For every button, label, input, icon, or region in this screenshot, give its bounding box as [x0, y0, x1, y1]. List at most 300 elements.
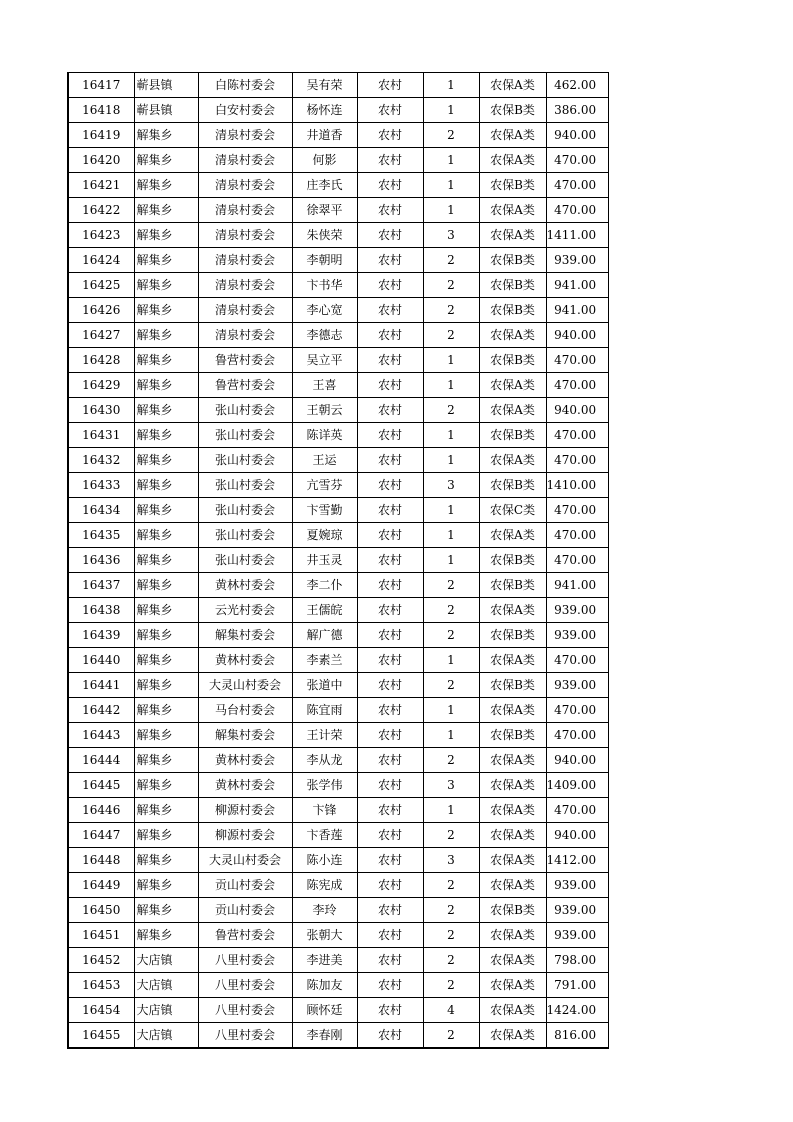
person-name-cell: 陈小连	[292, 848, 357, 873]
record-id-cell: 16429	[68, 373, 134, 398]
person-name-cell: 陈宪成	[292, 873, 357, 898]
person-name-cell: 井玉灵	[292, 548, 357, 573]
insurance-category-cell: 农保A类	[479, 523, 546, 548]
table-row	[68, 848, 609, 873]
insurance-category-cell: 农保A类	[479, 648, 546, 673]
table-row	[68, 898, 609, 923]
amount-cell: 470.00	[546, 523, 609, 548]
area-type-cell: 农村	[357, 173, 423, 198]
town-cell: 大店镇	[134, 973, 198, 998]
person-name-cell: 陈加友	[292, 973, 357, 998]
town-cell: 解集乡	[134, 223, 198, 248]
village-committee-cell: 张山村委会	[198, 398, 292, 423]
record-id-cell: 16444	[68, 748, 134, 773]
town-cell: 解集乡	[134, 373, 198, 398]
area-type-cell: 农村	[357, 223, 423, 248]
insurance-category-cell: 农保B类	[479, 273, 546, 298]
town-cell: 解集乡	[134, 423, 198, 448]
insurance-category-cell: 农保B类	[479, 623, 546, 648]
town-cell: 大店镇	[134, 998, 198, 1023]
amount-cell: 941.00	[546, 298, 609, 323]
village-committee-cell: 黄林村委会	[198, 648, 292, 673]
table-row	[68, 98, 609, 123]
record-id-cell: 16434	[68, 498, 134, 523]
town-cell: 解集乡	[134, 898, 198, 923]
area-type-cell: 农村	[357, 923, 423, 948]
person-name-cell: 李心宽	[292, 298, 357, 323]
village-committee-cell: 清泉村委会	[198, 273, 292, 298]
town-cell: 解集乡	[134, 198, 198, 223]
area-type-cell: 农村	[357, 98, 423, 123]
table-row	[68, 73, 609, 98]
village-committee-cell: 清泉村委会	[198, 223, 292, 248]
town-cell: 解集乡	[134, 598, 198, 623]
village-committee-cell: 张山村委会	[198, 498, 292, 523]
town-cell: 解集乡	[134, 748, 198, 773]
insurance-category-cell: 农保B类	[479, 248, 546, 273]
amount-cell: 462.00	[546, 73, 609, 98]
person-name-cell: 何影	[292, 148, 357, 173]
record-id-cell: 16442	[68, 698, 134, 723]
amount-cell: 798.00	[546, 948, 609, 973]
area-type-cell: 农村	[357, 673, 423, 698]
insurance-category-cell: 农保A类	[479, 698, 546, 723]
record-id-cell: 16436	[68, 548, 134, 573]
area-type-cell: 农村	[357, 648, 423, 673]
person-name-cell: 张道中	[292, 673, 357, 698]
household-count-cell: 1	[423, 498, 479, 523]
area-type-cell: 农村	[357, 398, 423, 423]
insurance-category-cell: 农保A类	[479, 973, 546, 998]
amount-cell: 940.00	[546, 823, 609, 848]
area-type-cell: 农村	[357, 873, 423, 898]
table-row	[68, 998, 609, 1023]
person-name-cell: 庄李氏	[292, 173, 357, 198]
table-row	[68, 423, 609, 448]
amount-cell: 470.00	[546, 173, 609, 198]
area-type-cell: 农村	[357, 373, 423, 398]
record-id-cell: 16427	[68, 323, 134, 348]
town-cell: 大店镇	[134, 1023, 198, 1049]
household-count-cell: 2	[423, 748, 479, 773]
town-cell: 解集乡	[134, 498, 198, 523]
insurance-category-cell: 农保A类	[479, 748, 546, 773]
village-committee-cell: 白陈村委会	[198, 73, 292, 98]
insurance-category-cell: 农保B类	[479, 348, 546, 373]
record-id-cell: 16437	[68, 573, 134, 598]
insurance-category-cell: 农保B类	[479, 98, 546, 123]
amount-cell: 1410.00	[546, 473, 609, 498]
table-row	[68, 923, 609, 948]
household-count-cell: 2	[423, 823, 479, 848]
record-id-cell: 16440	[68, 648, 134, 673]
record-id-cell: 16422	[68, 198, 134, 223]
household-count-cell: 2	[423, 298, 479, 323]
area-type-cell: 农村	[357, 1023, 423, 1049]
village-committee-cell: 张山村委会	[198, 423, 292, 448]
household-count-cell: 2	[423, 923, 479, 948]
record-id-cell: 16431	[68, 423, 134, 448]
household-count-cell: 1	[423, 198, 479, 223]
area-type-cell: 农村	[357, 798, 423, 823]
amount-cell: 1411.00	[546, 223, 609, 248]
record-id-cell: 16435	[68, 523, 134, 548]
area-type-cell: 农村	[357, 898, 423, 923]
household-count-cell: 2	[423, 898, 479, 923]
person-name-cell: 李素兰	[292, 648, 357, 673]
table-row	[68, 248, 609, 273]
table-row	[68, 1023, 609, 1049]
person-name-cell: 李玲	[292, 898, 357, 923]
table-row	[68, 873, 609, 898]
area-type-cell: 农村	[357, 748, 423, 773]
area-type-cell: 农村	[357, 148, 423, 173]
insurance-category-cell: 农保B类	[479, 573, 546, 598]
town-cell: 解集乡	[134, 323, 198, 348]
record-id-cell: 16438	[68, 598, 134, 623]
table-row	[68, 548, 609, 573]
insurance-category-cell: 农保B类	[479, 298, 546, 323]
area-type-cell: 农村	[357, 248, 423, 273]
town-cell: 解集乡	[134, 823, 198, 848]
area-type-cell: 农村	[357, 273, 423, 298]
record-id-cell: 16430	[68, 398, 134, 423]
town-cell: 解集乡	[134, 723, 198, 748]
village-committee-cell: 鲁营村委会	[198, 373, 292, 398]
household-count-cell: 2	[423, 323, 479, 348]
insurance-category-cell: 农保A类	[479, 223, 546, 248]
person-name-cell: 卞书华	[292, 273, 357, 298]
amount-cell: 939.00	[546, 923, 609, 948]
amount-cell: 470.00	[546, 348, 609, 373]
village-committee-cell: 柳源村委会	[198, 823, 292, 848]
person-name-cell: 卞雪勤	[292, 498, 357, 523]
village-committee-cell: 解集村委会	[198, 723, 292, 748]
insurance-category-cell: 农保A类	[479, 848, 546, 873]
household-count-cell: 3	[423, 848, 479, 873]
insurance-category-cell: 农保B类	[479, 548, 546, 573]
table-row	[68, 673, 609, 698]
household-count-cell: 2	[423, 873, 479, 898]
table-row	[68, 298, 609, 323]
amount-cell: 939.00	[546, 598, 609, 623]
area-type-cell: 农村	[357, 623, 423, 648]
village-committee-cell: 清泉村委会	[198, 248, 292, 273]
table-row	[68, 948, 609, 973]
household-count-cell: 2	[423, 398, 479, 423]
household-count-cell: 2	[423, 273, 479, 298]
allowance-table	[67, 72, 609, 1049]
record-id-cell: 16439	[68, 623, 134, 648]
record-id-cell: 16446	[68, 798, 134, 823]
insurance-category-cell: 农保B类	[479, 673, 546, 698]
amount-cell: 470.00	[546, 723, 609, 748]
amount-cell: 791.00	[546, 973, 609, 998]
village-committee-cell: 贡山村委会	[198, 898, 292, 923]
household-count-cell: 1	[423, 373, 479, 398]
record-id-cell: 16421	[68, 173, 134, 198]
town-cell: 解集乡	[134, 848, 198, 873]
table-row	[68, 598, 609, 623]
area-type-cell: 农村	[357, 523, 423, 548]
village-committee-cell: 八里村委会	[198, 1023, 292, 1049]
table-row	[68, 273, 609, 298]
record-id-cell: 16455	[68, 1023, 134, 1049]
household-count-cell: 2	[423, 973, 479, 998]
household-count-cell: 1	[423, 173, 479, 198]
area-type-cell: 农村	[357, 848, 423, 873]
area-type-cell: 农村	[357, 473, 423, 498]
town-cell: 大店镇	[134, 948, 198, 973]
village-committee-cell: 大灵山村委会	[198, 848, 292, 873]
person-name-cell: 张朝大	[292, 923, 357, 948]
table-row	[68, 648, 609, 673]
amount-cell: 939.00	[546, 873, 609, 898]
household-count-cell: 1	[423, 448, 479, 473]
household-count-cell: 1	[423, 98, 479, 123]
village-committee-cell: 马台村委会	[198, 698, 292, 723]
amount-cell: 470.00	[546, 448, 609, 473]
town-cell: 解集乡	[134, 298, 198, 323]
record-id-cell: 16428	[68, 348, 134, 373]
table-row	[68, 973, 609, 998]
area-type-cell: 农村	[357, 948, 423, 973]
table-row	[68, 323, 609, 348]
person-name-cell: 王儒皖	[292, 598, 357, 623]
insurance-category-cell: 农保A类	[479, 948, 546, 973]
table-row	[68, 773, 609, 798]
household-count-cell: 1	[423, 148, 479, 173]
insurance-category-cell: 农保A类	[479, 873, 546, 898]
person-name-cell: 解广德	[292, 623, 357, 648]
village-committee-cell: 八里村委会	[198, 998, 292, 1023]
household-count-cell: 4	[423, 998, 479, 1023]
amount-cell: 470.00	[546, 148, 609, 173]
table-row	[68, 223, 609, 248]
table-row	[68, 523, 609, 548]
household-count-cell: 3	[423, 473, 479, 498]
town-cell: 解集乡	[134, 623, 198, 648]
amount-cell: 1424.00	[546, 998, 609, 1023]
person-name-cell: 卞锋	[292, 798, 357, 823]
record-id-cell: 16424	[68, 248, 134, 273]
amount-cell: 941.00	[546, 273, 609, 298]
area-type-cell: 农村	[357, 448, 423, 473]
amount-cell: 470.00	[546, 373, 609, 398]
person-name-cell: 卞香莲	[292, 823, 357, 848]
record-id-cell: 16454	[68, 998, 134, 1023]
insurance-category-cell: 农保B类	[479, 723, 546, 748]
insurance-category-cell: 农保B类	[479, 423, 546, 448]
area-type-cell: 农村	[357, 298, 423, 323]
record-id-cell: 16432	[68, 448, 134, 473]
table-row	[68, 123, 609, 148]
amount-cell: 470.00	[546, 548, 609, 573]
area-type-cell: 农村	[357, 73, 423, 98]
amount-cell: 939.00	[546, 248, 609, 273]
village-committee-cell: 清泉村委会	[198, 198, 292, 223]
household-count-cell: 1	[423, 648, 479, 673]
town-cell: 蕲县镇	[134, 73, 198, 98]
record-id-cell: 16453	[68, 973, 134, 998]
table-row	[68, 473, 609, 498]
table-row	[68, 348, 609, 373]
insurance-category-cell: 农保A类	[479, 598, 546, 623]
town-cell: 解集乡	[134, 773, 198, 798]
record-id-cell: 16441	[68, 673, 134, 698]
household-count-cell: 2	[423, 948, 479, 973]
person-name-cell: 李朝明	[292, 248, 357, 273]
person-name-cell: 陈详英	[292, 423, 357, 448]
village-committee-cell: 清泉村委会	[198, 173, 292, 198]
insurance-category-cell: 农保A类	[479, 373, 546, 398]
town-cell: 蕲县镇	[134, 98, 198, 123]
household-count-cell: 2	[423, 573, 479, 598]
person-name-cell: 杨怀连	[292, 98, 357, 123]
person-name-cell: 李春刚	[292, 1023, 357, 1049]
table-row	[68, 373, 609, 398]
record-id-cell: 16450	[68, 898, 134, 923]
household-count-cell: 3	[423, 773, 479, 798]
area-type-cell: 农村	[357, 323, 423, 348]
insurance-category-cell: 农保A类	[479, 1023, 546, 1049]
table-row	[68, 748, 609, 773]
area-type-cell: 农村	[357, 573, 423, 598]
village-committee-cell: 清泉村委会	[198, 123, 292, 148]
table-row	[68, 798, 609, 823]
table-row	[68, 198, 609, 223]
insurance-category-cell: 农保A类	[479, 198, 546, 223]
record-id-cell: 16419	[68, 123, 134, 148]
person-name-cell: 顾怀廷	[292, 998, 357, 1023]
insurance-category-cell: 农保A类	[479, 923, 546, 948]
village-committee-cell: 清泉村委会	[198, 298, 292, 323]
record-id-cell: 16420	[68, 148, 134, 173]
village-committee-cell: 清泉村委会	[198, 148, 292, 173]
town-cell: 解集乡	[134, 873, 198, 898]
person-name-cell: 李进美	[292, 948, 357, 973]
village-committee-cell: 贡山村委会	[198, 873, 292, 898]
amount-cell: 939.00	[546, 898, 609, 923]
amount-cell: 470.00	[546, 498, 609, 523]
table-row	[68, 398, 609, 423]
amount-cell: 470.00	[546, 798, 609, 823]
town-cell: 解集乡	[134, 923, 198, 948]
table-row	[68, 623, 609, 648]
household-count-cell: 2	[423, 598, 479, 623]
insurance-category-cell: 农保A类	[479, 823, 546, 848]
village-committee-cell: 八里村委会	[198, 948, 292, 973]
amount-cell: 940.00	[546, 123, 609, 148]
household-count-cell: 2	[423, 123, 479, 148]
village-committee-cell: 黄林村委会	[198, 748, 292, 773]
area-type-cell: 农村	[357, 973, 423, 998]
amount-cell: 939.00	[546, 673, 609, 698]
record-id-cell: 16417	[68, 73, 134, 98]
amount-cell: 470.00	[546, 698, 609, 723]
amount-cell: 939.00	[546, 623, 609, 648]
village-committee-cell: 鲁营村委会	[198, 348, 292, 373]
insurance-category-cell: 农保A类	[479, 448, 546, 473]
amount-cell: 1409.00	[546, 773, 609, 798]
amount-cell: 470.00	[546, 648, 609, 673]
amount-cell: 386.00	[546, 98, 609, 123]
town-cell: 解集乡	[134, 473, 198, 498]
area-type-cell: 农村	[357, 123, 423, 148]
record-id-cell: 16452	[68, 948, 134, 973]
household-count-cell: 2	[423, 248, 479, 273]
village-committee-cell: 黄林村委会	[198, 773, 292, 798]
village-committee-cell: 白安村委会	[198, 98, 292, 123]
record-id-cell: 16423	[68, 223, 134, 248]
town-cell: 解集乡	[134, 573, 198, 598]
record-id-cell: 16451	[68, 923, 134, 948]
village-committee-cell: 张山村委会	[198, 448, 292, 473]
table-row	[68, 148, 609, 173]
table-row	[68, 173, 609, 198]
town-cell: 解集乡	[134, 448, 198, 473]
person-name-cell: 王计荣	[292, 723, 357, 748]
table-body	[68, 73, 609, 1049]
village-committee-cell: 八里村委会	[198, 973, 292, 998]
record-id-cell: 16447	[68, 823, 134, 848]
household-count-cell: 1	[423, 723, 479, 748]
village-committee-cell: 张山村委会	[198, 473, 292, 498]
town-cell: 解集乡	[134, 673, 198, 698]
insurance-category-cell: 农保A类	[479, 323, 546, 348]
table-row	[68, 498, 609, 523]
area-type-cell: 农村	[357, 823, 423, 848]
town-cell: 解集乡	[134, 698, 198, 723]
amount-cell: 470.00	[546, 198, 609, 223]
record-id-cell: 16448	[68, 848, 134, 873]
person-name-cell: 李德志	[292, 323, 357, 348]
person-name-cell: 井道香	[292, 123, 357, 148]
insurance-category-cell: 农保A类	[479, 123, 546, 148]
record-id-cell: 16449	[68, 873, 134, 898]
table-row	[68, 698, 609, 723]
household-count-cell: 1	[423, 73, 479, 98]
person-name-cell: 亢雪芬	[292, 473, 357, 498]
household-count-cell: 1	[423, 523, 479, 548]
person-name-cell: 夏婉琼	[292, 523, 357, 548]
village-committee-cell: 云光村委会	[198, 598, 292, 623]
village-committee-cell: 黄林村委会	[198, 573, 292, 598]
insurance-category-cell: 农保A类	[479, 773, 546, 798]
village-committee-cell: 张山村委会	[198, 548, 292, 573]
table-row	[68, 723, 609, 748]
town-cell: 解集乡	[134, 148, 198, 173]
insurance-category-cell: 农保A类	[479, 798, 546, 823]
town-cell: 解集乡	[134, 398, 198, 423]
record-id-cell: 16418	[68, 98, 134, 123]
town-cell: 解集乡	[134, 248, 198, 273]
record-id-cell: 16445	[68, 773, 134, 798]
area-type-cell: 农村	[357, 198, 423, 223]
town-cell: 解集乡	[134, 273, 198, 298]
person-name-cell: 李二仆	[292, 573, 357, 598]
person-name-cell: 王运	[292, 448, 357, 473]
amount-cell: 816.00	[546, 1023, 609, 1049]
record-id-cell: 16425	[68, 273, 134, 298]
insurance-category-cell: 农保A类	[479, 398, 546, 423]
area-type-cell: 农村	[357, 423, 423, 448]
person-name-cell: 李从龙	[292, 748, 357, 773]
household-count-cell: 1	[423, 548, 479, 573]
person-name-cell: 吴立平	[292, 348, 357, 373]
household-count-cell: 1	[423, 348, 479, 373]
person-name-cell: 王喜	[292, 373, 357, 398]
